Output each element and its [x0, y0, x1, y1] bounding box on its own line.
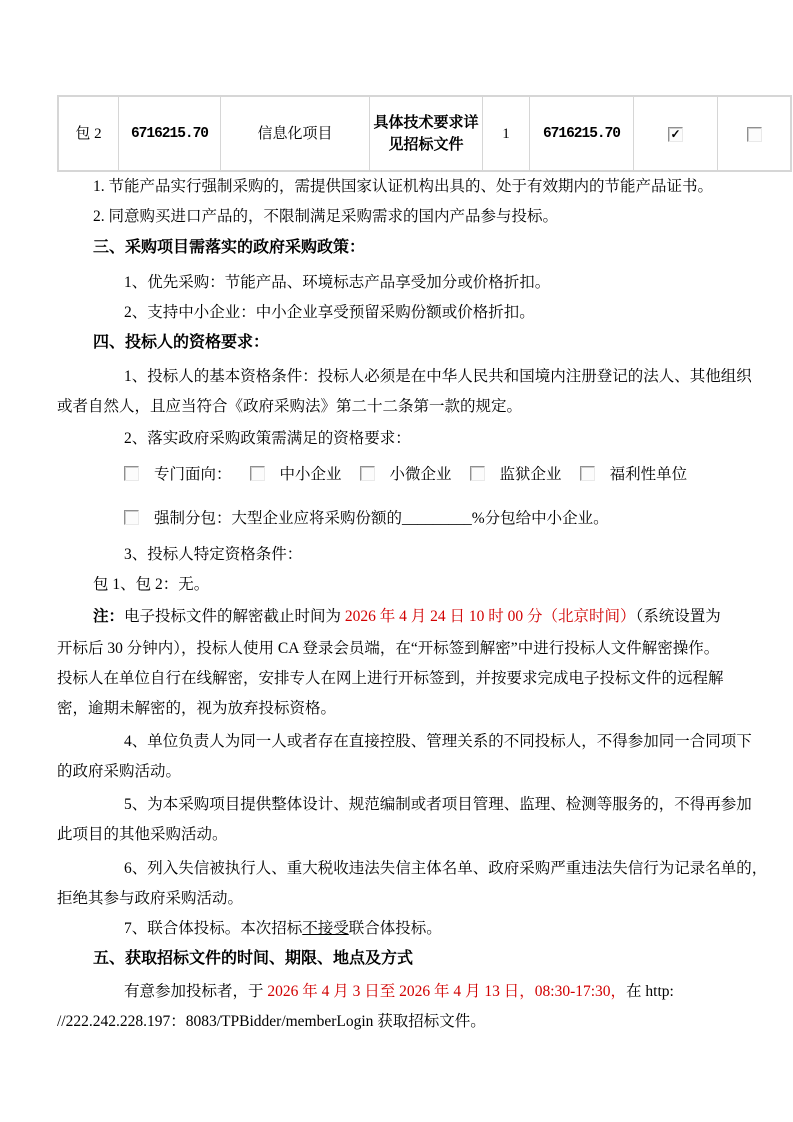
- text-segment: 5、为本采购项目提供整体设计、规范编制或者项目管理、监理、检测等服务的，不得再参加: [124, 796, 752, 813]
- text-segment: 在 http:: [626, 983, 674, 1000]
- table-cell-text: 6716215.70: [542, 126, 620, 142]
- checkbox-package2-yes-checked[interactable]: ✓: [668, 127, 683, 142]
- document-line: [57, 634, 737, 664]
- text-segment: 小微企业: [389, 466, 452, 483]
- text-segment: 3、投标人特定资格条件：: [124, 546, 303, 563]
- table-cell-1: [119, 96, 221, 171]
- document-line: [57, 977, 737, 1007]
- text-segment: 强制分包：大型企业应将采购份额的: [154, 510, 403, 527]
- checkbox-welfare-unit[interactable]: [580, 466, 595, 481]
- text-segment: 专门面向：: [154, 466, 232, 483]
- text-segment: 注：: [93, 608, 125, 625]
- document-line: [57, 694, 737, 724]
- table-row: [58, 96, 791, 171]
- text-segment: 2、支持中小企业：中小企业享受预留采购份额或价格折扣。: [124, 304, 535, 321]
- text-segment: 2、落实政府采购政策需满足的资格要求：: [124, 430, 411, 447]
- text-segment: 有意参加投标者，于: [124, 983, 268, 1000]
- highlighted-date-text: 2026 年 4 月 3 日至 2026 年 4 月 13 日，08:30-17:30，: [267, 983, 627, 1000]
- table-cell-text: 1: [502, 125, 510, 142]
- text-segment: 1、优先采购：节能产品、环境标志产品享受加分或价格折扣。: [124, 274, 551, 291]
- table-cell-text: 包 2: [75, 125, 102, 142]
- text-segment: 联合体投标。: [348, 920, 442, 937]
- text-segment: 中小企业: [279, 466, 342, 483]
- text-segment: 电子投标文件的解密截止时间为: [124, 608, 345, 625]
- table-cell-4: [483, 96, 530, 171]
- table-cell-text: 信息化项目: [257, 125, 333, 142]
- text-segment: 包 1、包 2：无。: [93, 576, 210, 593]
- text-segment: 的政府采购活动。: [57, 763, 182, 780]
- text-segment: 6、列入失信被执行人、重大税收违法失信主体名单、政府采购严重违法失信行为记录名单的，: [124, 860, 768, 877]
- text-segment: 投标人在单位自行在线解密，安排专人在网上进行开标签到，并按要求完成电子投标文件的远程解: [57, 670, 724, 687]
- table-cell-6: [634, 96, 718, 171]
- document-line: [57, 884, 737, 914]
- document-line: [57, 602, 737, 632]
- document-line: [57, 172, 737, 202]
- text-segment: //222.242.228.197：8083/TPBidder/memberLogin 获取招标文件。: [57, 1013, 486, 1030]
- table-cell-7: [718, 96, 792, 171]
- document-line: [57, 392, 737, 422]
- document-line: [57, 854, 768, 884]
- section-heading: [57, 944, 737, 974]
- text-segment: 1. 节能产品实行强制采购的，需提供国家认证机构出具的、处于有效期内的节能产品证书。: [93, 178, 714, 195]
- checkbox-prison-enterprise[interactable]: [470, 466, 485, 481]
- text-segment: 三、采购项目需落实的政府采购政策：: [93, 239, 366, 256]
- checkbox-micro-enterprise[interactable]: [360, 466, 375, 481]
- text-segment: 五、获取招标文件的时间、期限、地点及方式: [93, 950, 414, 967]
- checkbox-special-oriented[interactable]: [124, 466, 139, 481]
- document-body: [57, 172, 768, 1037]
- document-line: [57, 914, 737, 944]
- text-segment: 不接受: [302, 920, 349, 937]
- text-segment: 开标后 30 分钟内），投标人使用 CA 登录会员端，在“开标签到解密”中进行投标人文件解密操作。: [57, 640, 720, 657]
- document-line: [57, 727, 752, 757]
- document-line: [57, 790, 752, 820]
- document-line: [57, 362, 752, 392]
- document-line: [57, 540, 737, 570]
- text-segment: %分包给中小企业。: [471, 510, 609, 527]
- section-heading: [57, 328, 737, 358]
- text-segment: 4、单位负责人为同一人或者存在直接控股、管理关系的不同投标人，不得参加同一合同项下: [124, 733, 752, 750]
- checkbox-package2-no[interactable]: [747, 127, 762, 142]
- document-line: [57, 664, 737, 694]
- text-segment: 福利性单位: [609, 466, 688, 483]
- document-line: [57, 424, 737, 454]
- text-segment: 7、联合体投标。本次招标: [124, 920, 303, 937]
- document-line: [57, 757, 737, 787]
- document-line: [57, 570, 737, 600]
- document-line: [57, 268, 737, 298]
- text-segment: 密，逾期未解密的，视为放弃投标资格。: [57, 700, 337, 717]
- table-cell-text: 6716215.70: [130, 126, 208, 142]
- document-line: [57, 298, 737, 328]
- text-segment: 2. 同意购买进口产品的，不限制满足采购需求的国内产品参与投标。: [93, 208, 559, 225]
- text-segment: 四、投标人的资格要求：: [93, 334, 270, 351]
- document-line: [57, 504, 737, 534]
- text-segment: 或者自然人，且应当符合《政府采购法》第二十二条第一款的规定。: [57, 398, 523, 415]
- text-segment: 此项目的其他采购活动。: [57, 826, 228, 843]
- text-segment: 监狱企业: [499, 466, 562, 483]
- checkbox-sme[interactable]: [250, 466, 265, 481]
- document-line: [57, 202, 737, 232]
- text-segment: （系统设置为: [635, 608, 721, 625]
- table-cell-2: [221, 96, 370, 171]
- text-segment: 1、投标人的基本资格条件：投标人必须是在中华人民共和国境内注册登记的法人、其他组织: [124, 368, 752, 385]
- document-line: [57, 820, 737, 850]
- blank-underscore: _________: [402, 510, 472, 527]
- table-cell-3: [370, 96, 483, 171]
- table-cell-text: 具体技术要求详见招标文件: [373, 114, 479, 153]
- highlighted-date-text: 2026 年 4 月 24 日 10 时 00 分（北京时间）: [344, 608, 636, 625]
- text-segment: 拒绝其参与政府采购活动。: [57, 890, 244, 907]
- document-line: [57, 460, 737, 490]
- document-line: [57, 1007, 737, 1037]
- table-cell-5: [530, 96, 634, 171]
- table-cell-0: [58, 96, 119, 171]
- package-table: [57, 95, 792, 172]
- checkbox-mandatory-subcontract[interactable]: [124, 510, 139, 525]
- section-heading: [57, 233, 737, 263]
